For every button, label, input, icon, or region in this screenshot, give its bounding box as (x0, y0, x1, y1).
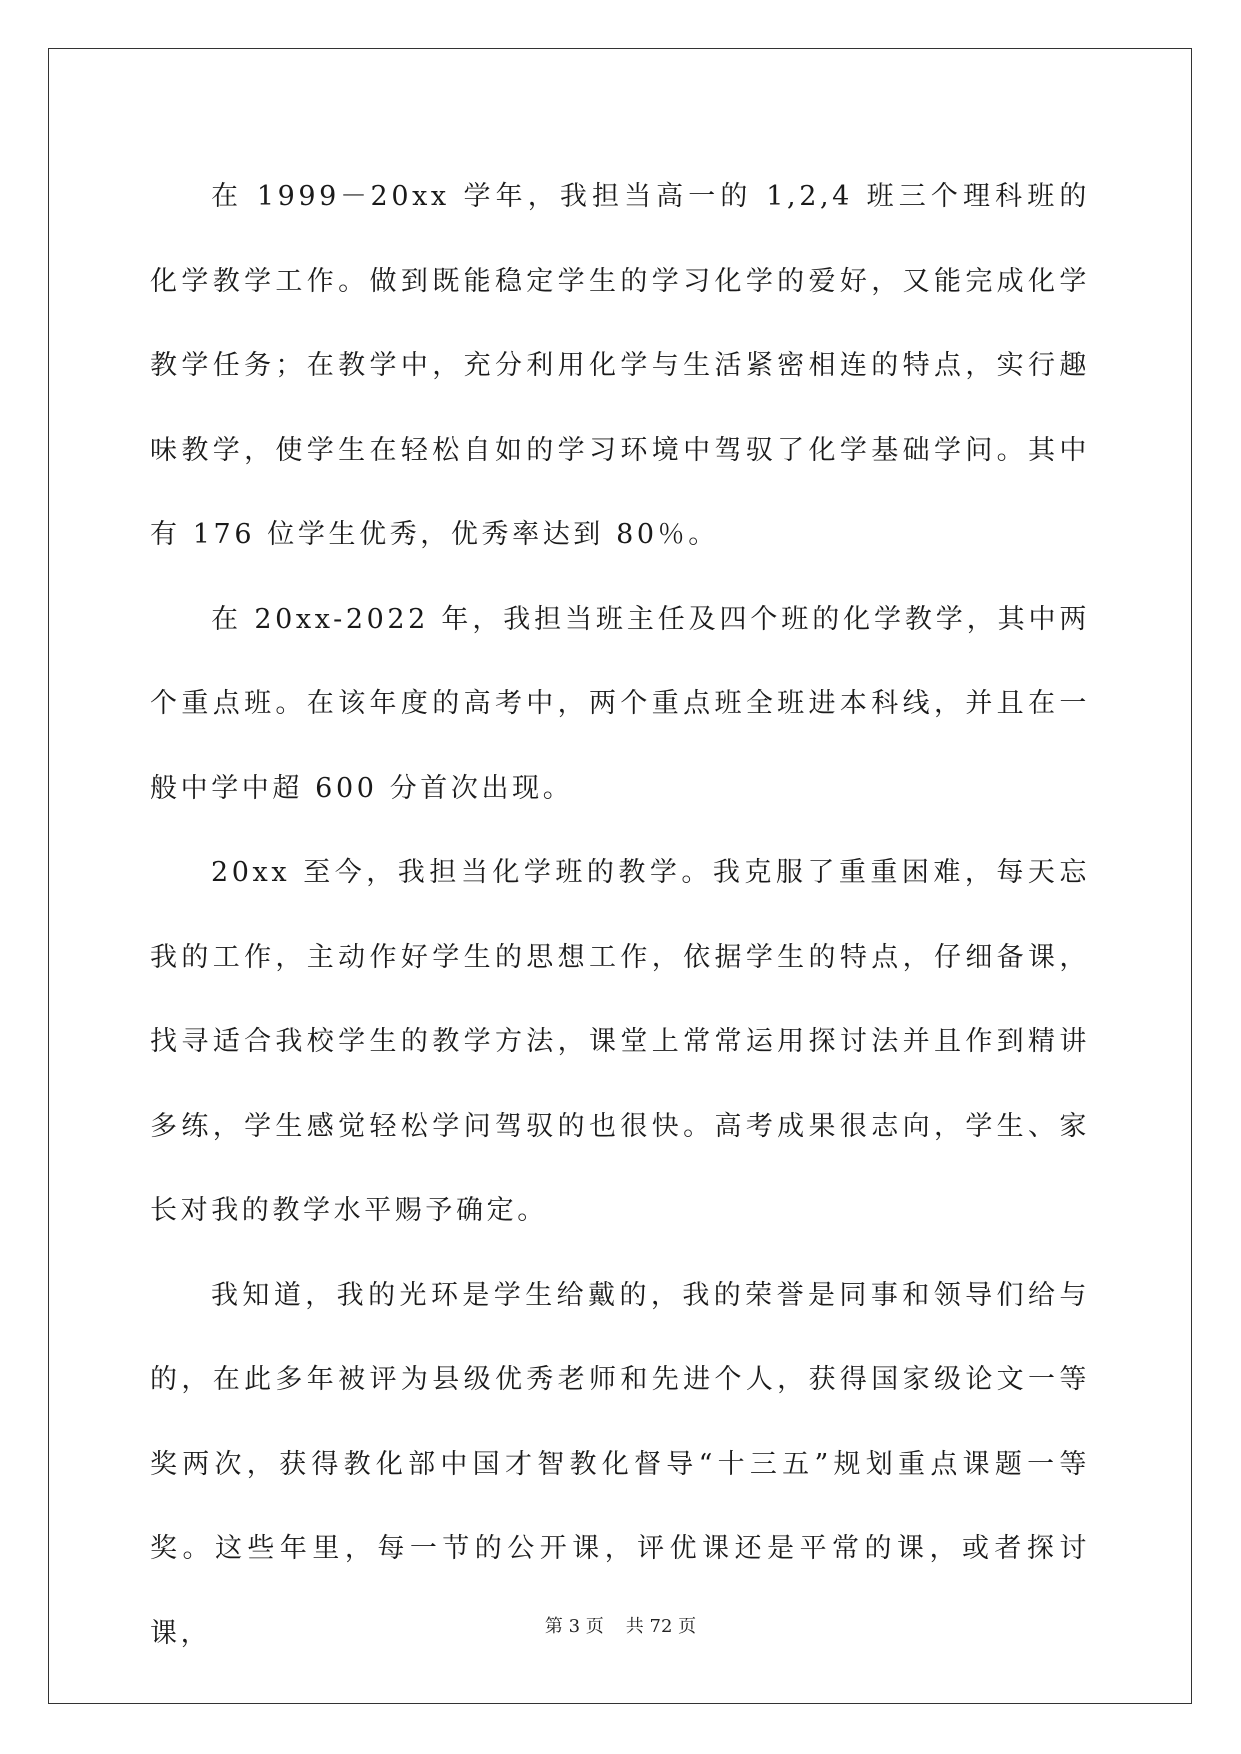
document-body (150, 155, 1090, 1676)
paragraph-2: 在 20xx-2022 年，我担当班主任及四个班的化学教学，其中两个重点班。在该年度的高考中，两个重点班全班进本科线，并且在一般中学中超 600 分首次出现。 (150, 603, 1090, 804)
paragraph-1: 在 1999－20xx 学年，我担当高一的 1,2,4 班三个理科班的化学教学工作。做到既能稳定学生的学习化学的爱好，又能完成化学教学任务；在教学中，充分利用化学与生活紧密相连的特点，实行趣味教学，使学生在轻松自如的学习环境中驾驭了化学基础学问。其中有 176 位学生优秀，优秀率达到 80％。 (150, 181, 1090, 550)
paragraph-4: 我知道，我的光环是学生给戴的，我的荣誉是同事和领导们给与的，在此多年被评为县级优秀老师和先进个人，获得国家级论文一等奖两次，获得教化部中国才智教化督导“十三五”规划重点课题一等奖。这些年里，每一节的公开课，评优课还是平常的课，或者探讨课， (150, 1279, 1090, 1649)
page-footer (0, 1612, 1241, 1638)
page-total: 共 72 页 (625, 1616, 697, 1637)
paragraph-3: 20xx 至今，我担当化学班的教学。我克服了重重困难，每天忘我的工作，主动作好学生的思想工作，依据学生的特点，仔细备课，找寻适合我校学生的教学方法，课堂上常常运用探讨法并且作到精讲多练，学生感觉轻松学问驾驭的也很快。高考成果很志向，学生、家长对我的教学水平赐予确定。 (150, 857, 1090, 1226)
page-number: 第 3 页 (544, 1616, 604, 1637)
